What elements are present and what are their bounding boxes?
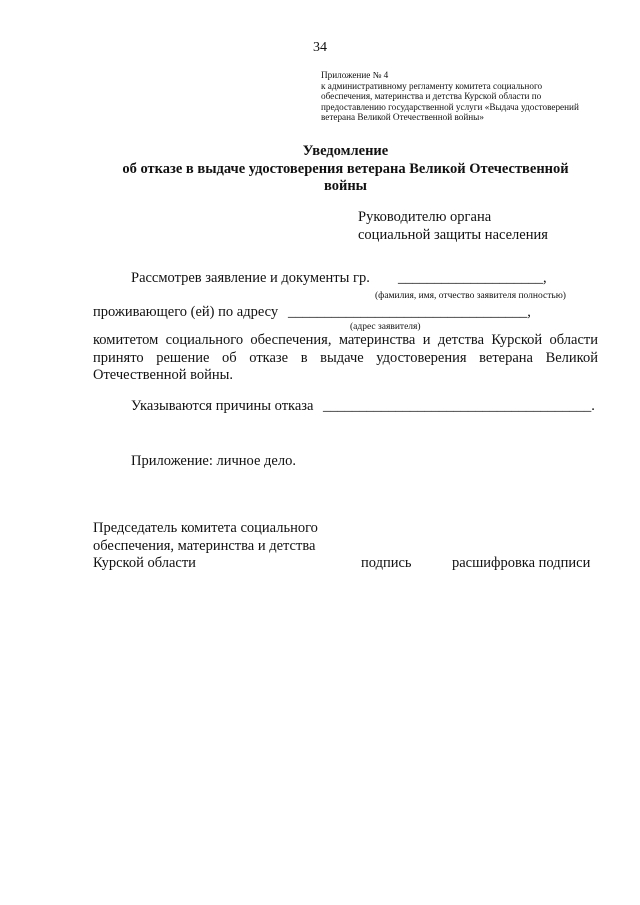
- title-line: Уведомление: [302, 143, 389, 159]
- considered-label: Рассмотрев заявление и документы гр.: [131, 270, 370, 286]
- addressee-line: социальной защиты населения: [358, 227, 548, 243]
- appendix-line: Приложение № 4: [321, 70, 389, 80]
- document-title: [93, 143, 598, 196]
- signatory-block: [93, 520, 318, 573]
- appendix-line: ветерана Великой Отечественной войны»: [321, 112, 484, 123]
- reasons-label: Указываются причины отказа: [131, 398, 314, 414]
- reasons-blank-field[interactable]: _____________________________________.: [323, 398, 595, 414]
- attachment-line: Приложение: личное дело.: [131, 453, 296, 469]
- address-blank-field[interactable]: _________________________________,: [288, 304, 531, 320]
- addressee-line: Руководителю органа: [358, 209, 492, 225]
- signature-transcript-label: расшифровка подписи: [452, 555, 591, 571]
- signatory-line: обеспечения, материнства и детства: [93, 537, 316, 554]
- signatory-line: Курской области: [93, 555, 196, 571]
- decision-paragraph: комитетом социального обеспечения, материнства и детства Курской области принято решение об отказе в выдаче удостоверения ветерана Великой Отечественной войны.: [93, 332, 598, 383]
- name-hint: (фамилия, имя, отчество заявителя полностью): [375, 291, 566, 301]
- name-blank-field[interactable]: ____________________,: [398, 270, 547, 286]
- appendix-line: к административному регламенту комитета социального: [321, 80, 543, 91]
- title-line: об отказе в выдаче удостоверения ветерана Великой Отечественной: [122, 160, 569, 177]
- address-hint: (адрес заявителя): [350, 322, 421, 332]
- appendix-line: обеспечения, материнства и детства Курской области по: [321, 91, 542, 102]
- appendix-header: [321, 70, 606, 123]
- signature-label: подпись: [361, 555, 412, 571]
- address-label: проживающего (ей) по адресу: [93, 304, 279, 320]
- page-number: 34: [313, 40, 327, 55]
- signatory-line: Председатель комитета социального: [93, 520, 318, 536]
- title-line: войны: [323, 178, 367, 194]
- addressee-block: [358, 208, 548, 244]
- appendix-line: предоставлению государственной услуги «Выдача удостоверений: [321, 101, 579, 112]
